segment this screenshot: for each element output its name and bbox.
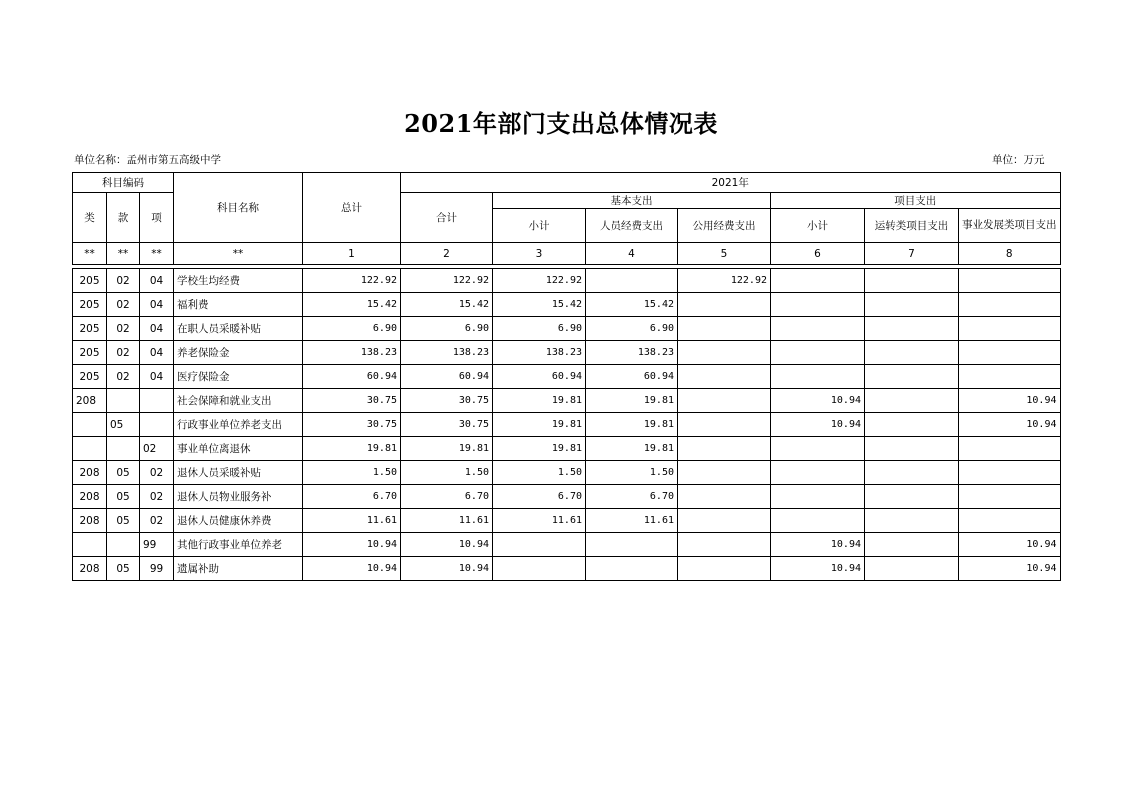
project-subtotal-cell: [771, 509, 865, 533]
basic-subtotal-cell: 15.42: [493, 293, 586, 317]
development-cell: [959, 485, 1061, 509]
operating-cell: [865, 509, 959, 533]
total-cell: 15.42: [303, 293, 401, 317]
project-subtotal-cell: 10.94: [771, 533, 865, 557]
public-cell: [678, 389, 771, 413]
basic-subtotal-cell: 11.61: [493, 509, 586, 533]
operating-cell: [865, 341, 959, 365]
development-cell: [959, 317, 1061, 341]
personnel-cell: 6.90: [586, 317, 678, 341]
personnel-cell: [586, 269, 678, 293]
operating-cell: [865, 365, 959, 389]
development-cell: [959, 293, 1061, 317]
kuan-cell: 02: [107, 293, 140, 317]
lei-cell: [73, 533, 107, 557]
table-row: [73, 293, 1061, 317]
xiang-cell: 04: [140, 341, 174, 365]
header-subject-name: 科目名称: [174, 173, 303, 243]
personnel-cell: 19.81: [586, 389, 678, 413]
index-cell: **: [174, 243, 303, 265]
xiang-cell: 04: [140, 365, 174, 389]
operating-cell: [865, 389, 959, 413]
index-cell: 1: [303, 243, 401, 265]
header-total: 总计: [303, 173, 401, 243]
project-subtotal-cell: [771, 437, 865, 461]
table-row: [73, 317, 1061, 341]
subject-name-cell: 养老保险金: [174, 341, 303, 365]
xiang-cell: 99: [140, 533, 174, 557]
sum-cell: 138.23: [401, 341, 493, 365]
subject-name-cell: 社会保障和就业支出: [174, 389, 303, 413]
sum-cell: 11.61: [401, 509, 493, 533]
basic-subtotal-cell: 1.50: [493, 461, 586, 485]
header-basic-subtotal: 小计: [493, 209, 586, 243]
basic-subtotal-cell: [493, 557, 586, 581]
total-cell: 138.23: [303, 341, 401, 365]
index-cell: 8: [959, 243, 1061, 265]
header-kuan: 款: [107, 193, 140, 243]
header-project: 项目支出: [771, 193, 1061, 209]
development-cell: [959, 509, 1061, 533]
operating-cell: [865, 485, 959, 509]
project-subtotal-cell: [771, 365, 865, 389]
index-cell: 3: [493, 243, 586, 265]
index-cell: 6: [771, 243, 865, 265]
personnel-cell: 60.94: [586, 365, 678, 389]
public-cell: [678, 509, 771, 533]
development-cell: [959, 269, 1061, 293]
xiang-cell: 04: [140, 293, 174, 317]
lei-cell: 205: [73, 341, 107, 365]
total-cell: 60.94: [303, 365, 401, 389]
public-cell: [678, 461, 771, 485]
lei-cell: 208: [73, 389, 107, 413]
total-cell: 10.94: [303, 557, 401, 581]
total-cell: 10.94: [303, 533, 401, 557]
basic-subtotal-cell: 19.81: [493, 437, 586, 461]
header-sum: 合计: [401, 193, 493, 243]
index-cell: **: [140, 243, 174, 265]
xiang-cell: 04: [140, 269, 174, 293]
xiang-cell: 02: [140, 509, 174, 533]
personnel-cell: [586, 533, 678, 557]
public-cell: [678, 365, 771, 389]
public-cell: [678, 437, 771, 461]
project-subtotal-cell: [771, 269, 865, 293]
development-cell: 10.94: [959, 413, 1061, 437]
xiang-cell: [140, 389, 174, 413]
xiang-cell: [140, 413, 174, 437]
subject-name-cell: 福利费: [174, 293, 303, 317]
sum-cell: 15.42: [401, 293, 493, 317]
subject-name-cell: 事业单位离退休: [174, 437, 303, 461]
project-subtotal-cell: 10.94: [771, 389, 865, 413]
header-code-group: 科目编码: [73, 173, 174, 193]
public-cell: [678, 557, 771, 581]
unit-measure-label: 单位：万元: [992, 154, 1045, 166]
xiang-cell: 02: [140, 437, 174, 461]
kuan-cell: 05: [107, 413, 140, 437]
personnel-cell: 6.70: [586, 485, 678, 509]
personnel-cell: [586, 557, 678, 581]
development-cell: [959, 365, 1061, 389]
project-subtotal-cell: 10.94: [771, 557, 865, 581]
lei-cell: 208: [73, 461, 107, 485]
basic-subtotal-cell: [493, 533, 586, 557]
header-year: 2021年: [401, 173, 1061, 193]
basic-subtotal-cell: 19.81: [493, 413, 586, 437]
operating-cell: [865, 413, 959, 437]
sum-cell: 19.81: [401, 437, 493, 461]
table-row: [73, 485, 1061, 509]
total-cell: 1.50: [303, 461, 401, 485]
basic-subtotal-cell: 60.94: [493, 365, 586, 389]
kuan-cell: 05: [107, 557, 140, 581]
basic-subtotal-cell: 6.70: [493, 485, 586, 509]
personnel-cell: 1.50: [586, 461, 678, 485]
public-cell: [678, 317, 771, 341]
xiang-cell: 02: [140, 461, 174, 485]
sum-cell: 10.94: [401, 557, 493, 581]
sum-cell: 30.75: [401, 389, 493, 413]
sum-cell: 30.75: [401, 413, 493, 437]
public-cell: [678, 341, 771, 365]
public-cell: [678, 293, 771, 317]
basic-subtotal-cell: 19.81: [493, 389, 586, 413]
project-subtotal-cell: [771, 317, 865, 341]
operating-cell: [865, 461, 959, 485]
operating-cell: [865, 557, 959, 581]
sum-cell: 60.94: [401, 365, 493, 389]
lei-cell: 205: [73, 365, 107, 389]
subject-name-cell: 退休人员采暖补贴: [174, 461, 303, 485]
personnel-cell: 19.81: [586, 413, 678, 437]
kuan-cell: 05: [107, 461, 140, 485]
development-cell: 10.94: [959, 557, 1061, 581]
total-cell: 19.81: [303, 437, 401, 461]
personnel-cell: 19.81: [586, 437, 678, 461]
total-cell: 11.61: [303, 509, 401, 533]
table-row: [73, 533, 1061, 557]
total-cell: 30.75: [303, 389, 401, 413]
public-cell: [678, 413, 771, 437]
total-cell: 6.70: [303, 485, 401, 509]
total-cell: 30.75: [303, 413, 401, 437]
header-public: 公用经费支出: [678, 209, 771, 243]
table-row: [73, 341, 1061, 365]
lei-cell: 208: [73, 557, 107, 581]
basic-subtotal-cell: 122.92: [493, 269, 586, 293]
table-row: [73, 365, 1061, 389]
kuan-cell: 02: [107, 365, 140, 389]
lei-cell: 208: [73, 485, 107, 509]
xiang-cell: 02: [140, 485, 174, 509]
table-row: [73, 557, 1061, 581]
personnel-cell: 15.42: [586, 293, 678, 317]
index-cell: 2: [401, 243, 493, 265]
subject-name-cell: 退休人员健康休养费: [174, 509, 303, 533]
table-row: [73, 389, 1061, 413]
subject-name-cell: 学校生均经费: [174, 269, 303, 293]
kuan-cell: 05: [107, 509, 140, 533]
basic-subtotal-cell: 6.90: [493, 317, 586, 341]
table-row: [73, 269, 1061, 293]
development-cell: [959, 461, 1061, 485]
expenditure-table: [72, 172, 1061, 581]
development-cell: 10.94: [959, 533, 1061, 557]
header-project-subtotal: 小计: [771, 209, 865, 243]
index-cell: **: [107, 243, 140, 265]
sum-cell: 10.94: [401, 533, 493, 557]
table-row: [73, 413, 1061, 437]
table-row: [73, 461, 1061, 485]
sum-cell: 6.90: [401, 317, 493, 341]
public-cell: 122.92: [678, 269, 771, 293]
header-personnel: 人员经费支出: [586, 209, 678, 243]
operating-cell: [865, 269, 959, 293]
lei-cell: 208: [73, 509, 107, 533]
kuan-cell: [107, 389, 140, 413]
operating-cell: [865, 437, 959, 461]
index-cell: 5: [678, 243, 771, 265]
lei-cell: [73, 437, 107, 461]
sum-cell: 122.92: [401, 269, 493, 293]
lei-cell: 205: [73, 269, 107, 293]
kuan-cell: 02: [107, 269, 140, 293]
basic-subtotal-cell: 138.23: [493, 341, 586, 365]
kuan-cell: [107, 437, 140, 461]
kuan-cell: [107, 533, 140, 557]
sum-cell: 1.50: [401, 461, 493, 485]
subject-name-cell: 退休人员物业服务补: [174, 485, 303, 509]
header-operating: 运转类项目支出: [865, 209, 959, 243]
kuan-cell: 02: [107, 317, 140, 341]
xiang-cell: 04: [140, 317, 174, 341]
index-cell: 7: [865, 243, 959, 265]
subject-name-cell: 医疗保险金: [174, 365, 303, 389]
page-title: 2021年部门支出总体情况表: [404, 109, 718, 138]
lei-cell: 205: [73, 293, 107, 317]
project-subtotal-cell: [771, 293, 865, 317]
development-cell: 10.94: [959, 389, 1061, 413]
index-cell: **: [73, 243, 107, 265]
project-subtotal-cell: [771, 485, 865, 509]
subject-name-cell: 遗属补助: [174, 557, 303, 581]
personnel-cell: 11.61: [586, 509, 678, 533]
public-cell: [678, 485, 771, 509]
header-basic: 基本支出: [493, 193, 771, 209]
lei-cell: 205: [73, 317, 107, 341]
index-row: [73, 243, 1061, 265]
index-cell: 4: [586, 243, 678, 265]
development-cell: [959, 341, 1061, 365]
project-subtotal-cell: 10.94: [771, 413, 865, 437]
lei-cell: [73, 413, 107, 437]
header-xiang: 项: [140, 193, 174, 243]
operating-cell: [865, 533, 959, 557]
operating-cell: [865, 317, 959, 341]
unit-name-label: 单位名称：孟州市第五高级中学: [74, 154, 221, 166]
subject-name-cell: 其他行政事业单位养老: [174, 533, 303, 557]
project-subtotal-cell: [771, 341, 865, 365]
header-lei: 类: [73, 193, 107, 243]
sum-cell: 6.70: [401, 485, 493, 509]
project-subtotal-cell: [771, 461, 865, 485]
table-row: [73, 437, 1061, 461]
kuan-cell: 05: [107, 485, 140, 509]
public-cell: [678, 533, 771, 557]
operating-cell: [865, 293, 959, 317]
kuan-cell: 02: [107, 341, 140, 365]
subject-name-cell: 在职人员采暖补贴: [174, 317, 303, 341]
total-cell: 6.90: [303, 317, 401, 341]
development-cell: [959, 437, 1061, 461]
table-row: [73, 509, 1061, 533]
header-development: 事业发展类项目支出: [959, 209, 1061, 243]
personnel-cell: 138.23: [586, 341, 678, 365]
subject-name-cell: 行政事业单位养老支出: [174, 413, 303, 437]
xiang-cell: 99: [140, 557, 174, 581]
total-cell: 122.92: [303, 269, 401, 293]
